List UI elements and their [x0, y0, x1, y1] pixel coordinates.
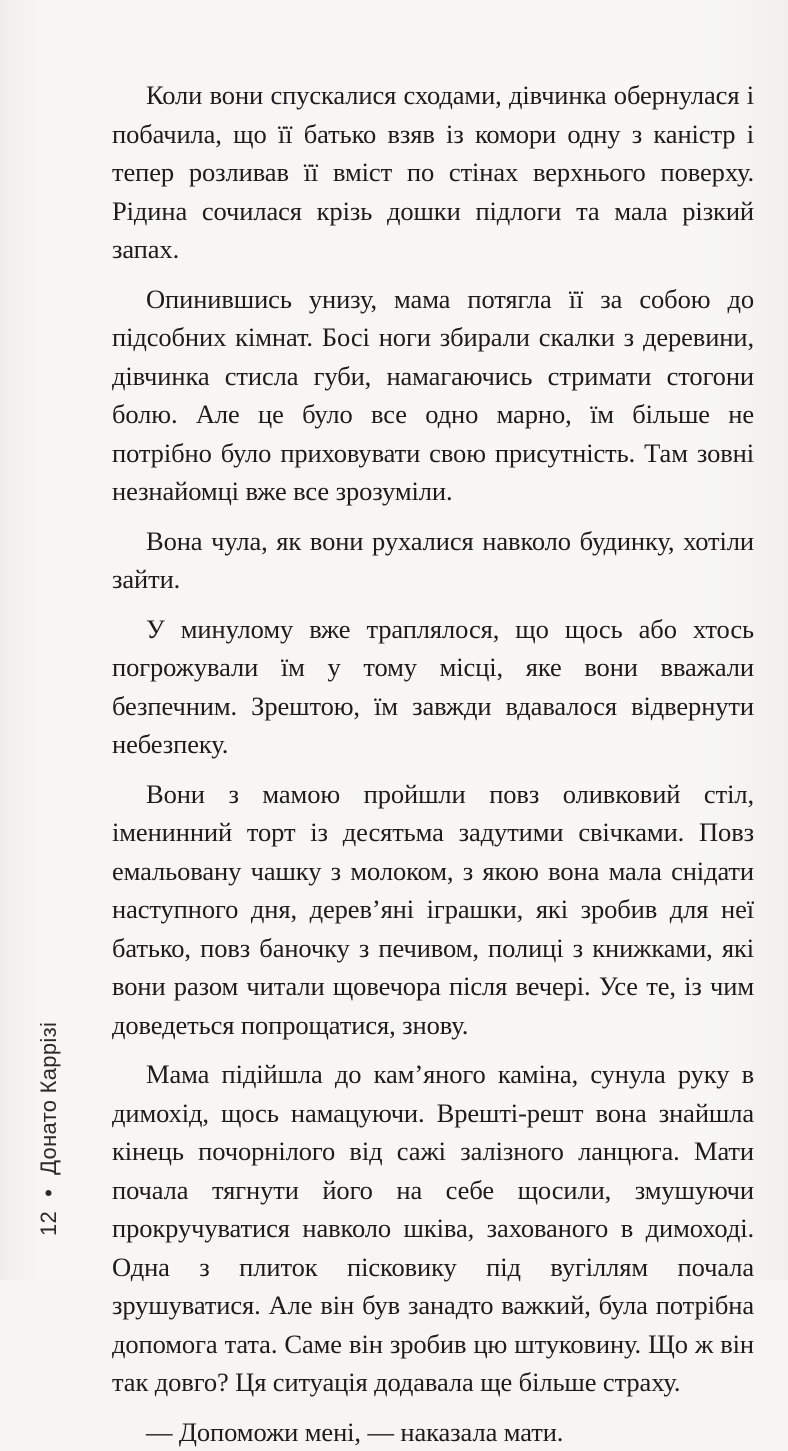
paragraph-4: У минулому вже траплялося, що щось або хтось погрожували їм у тому місці, яке вони вважали безпечним. Зрештою, їм завжди вдавалося відвернути небезпеку.	[112, 610, 754, 764]
paragraph-3: Вона чула, як вони рухалися навколо будинку, хотіли зайти.	[112, 522, 754, 599]
running-footer	[36, 1022, 62, 1236]
paragraph-1: Коли вони спускалися сходами, дівчинка обернулася і побачила, що її батько взяв із комори одну з каністр і тепер розливав її вміст по стінах верхнього поверху. Рідина сочилася крізь дошки підлоги та мала різкий запах.	[112, 76, 754, 269]
page-number: 12	[36, 1211, 61, 1236]
paragraph-6: Мама підійшла до кам’яного каміна, сунула руку в димохід, щось намацуючи. Врешті-решт вона знайшла кінець почорнілого від сажі залізного ланцюга. Мати почала тягнути його на себе щосили, змушуючи прокручуватися навколо шківа, захованого в димоході. Одна з плиток пісковику під вугіллям почала зрушуватися. Але він був занадто важкий, була потрібна допомога тата. Саме він зробив цю штуковину. Що ж він так довго? Ця ситуація додавала ще більше страху.	[112, 1055, 754, 1402]
paragraph-7: — Допоможи мені, — наказала мати.	[112, 1413, 754, 1451]
separator-dot: •	[36, 1189, 62, 1197]
author-name: Донато Каррізі	[36, 1022, 61, 1175]
paragraph-2: Опинившись унизу, мама потягла її за собою до підсобних кімнат. Босі ноги збирали скалки з деревини, дівчинка стисла губи, намагаючись стримати стогони болю. Але це було все одно марно, їм більше не потрібно було приховувати свою присутність. Там зовні незнайомці вже все зрозуміли.	[112, 280, 754, 511]
body-text	[112, 76, 754, 1451]
paragraph-5: Вони з мамою пройшли повз оливковий стіл, іменинний торт із десятьма задутими свічками. Повз емальовану чашку з молоком, з якою вона мала снідати наступного дня, дерев’яні іграшки, які зробив для неї батько, повз баночку з печивом, полиці з книжками, які вони разом читали щовечора після вечері. Усе те, із чим доведеться попрощатися, знову.	[112, 775, 754, 1045]
